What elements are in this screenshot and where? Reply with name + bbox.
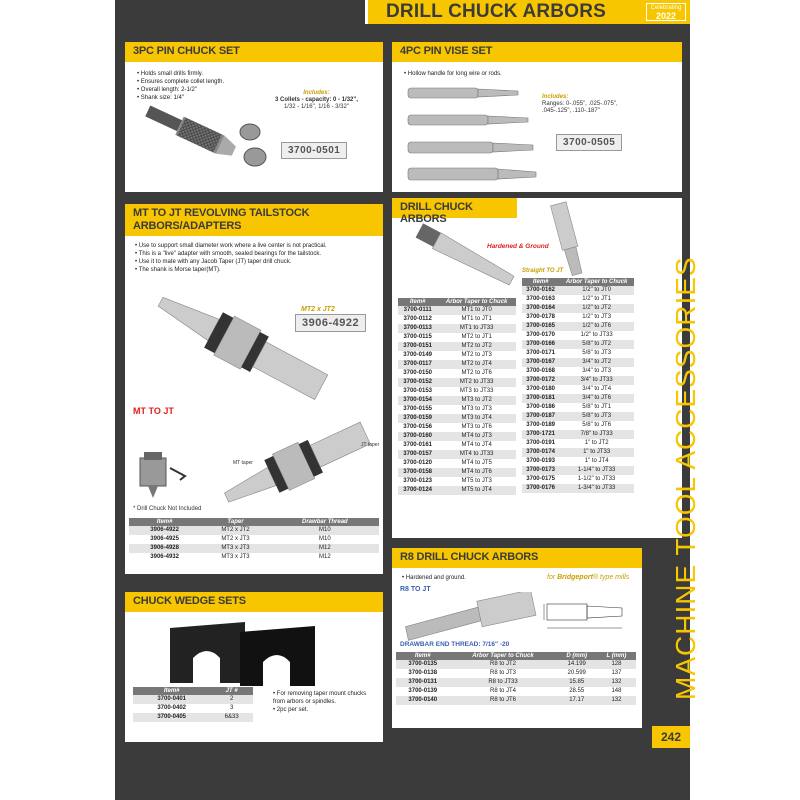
bridgeport-brand: Bridgeport bbox=[557, 574, 593, 581]
table-row bbox=[129, 526, 379, 535]
column-header: Arbor Taper to Chuck bbox=[437, 298, 516, 306]
table-cell: 3700-0117 bbox=[398, 360, 437, 369]
table-cell: MT4 to JT4 bbox=[461, 442, 492, 448]
includes-line: .045-.125", .110-.187" bbox=[542, 108, 600, 114]
pin-chuck-image bbox=[135, 102, 285, 192]
wedge-image bbox=[165, 618, 325, 688]
table-cell: 3700-0186 bbox=[526, 404, 555, 410]
table-row bbox=[129, 544, 379, 553]
wedge-table bbox=[133, 687, 253, 722]
table-cell: 3700-0170 bbox=[526, 332, 555, 338]
table-row bbox=[398, 351, 516, 360]
table-row bbox=[396, 660, 636, 669]
table-row bbox=[522, 349, 634, 358]
table-cell: R8 to JT4 bbox=[490, 688, 517, 694]
column-header: Taper bbox=[200, 518, 270, 526]
table-cell: 3700-0191 bbox=[526, 440, 555, 446]
table-cell: 3700-0180 bbox=[526, 386, 555, 392]
includes-line: 3 Collets - capacity: 0 - 1/32", bbox=[275, 97, 358, 103]
table-row bbox=[398, 450, 516, 459]
table-row bbox=[522, 367, 634, 376]
tailstock-panel bbox=[125, 204, 383, 574]
table-cell: 148 bbox=[611, 688, 622, 694]
table-cell: 3906-4928 bbox=[129, 544, 200, 553]
table-cell: 3700-0154 bbox=[398, 396, 437, 405]
anniversary-badge bbox=[646, 3, 686, 21]
table-cell: 3700-0120 bbox=[403, 460, 432, 466]
table-row bbox=[398, 324, 516, 333]
bullet-item: • The shank is Morse taper(MT). bbox=[135, 266, 380, 274]
table-cell: MT2 to JT3 bbox=[461, 352, 492, 358]
table-row bbox=[522, 376, 634, 385]
table-cell: 1/2" to JT1 bbox=[582, 296, 612, 302]
table-cell: 3/4" to JT2 bbox=[559, 358, 634, 367]
table-row bbox=[522, 394, 634, 403]
pin-chuck-includes bbox=[275, 90, 358, 111]
table-cell: R8 to JT6 bbox=[449, 696, 556, 705]
side-banner bbox=[650, 256, 701, 720]
table-cell: R8 to JT3 bbox=[490, 670, 517, 676]
badge-top-text: Celebrating bbox=[650, 5, 682, 11]
table-cell: 7/8" to JT33 bbox=[559, 430, 634, 439]
table-cell: MT2 x JT3 bbox=[221, 536, 250, 542]
table-header-row bbox=[396, 652, 636, 660]
bullet-item: • 2pc per set. bbox=[273, 706, 378, 714]
column-header: Arbor Taper to Chuck bbox=[449, 652, 556, 660]
table-cell: 3/4" to JT6 bbox=[559, 394, 634, 403]
table-cell: 3700-0111 bbox=[398, 306, 437, 315]
table-row bbox=[398, 378, 516, 387]
r8-arbor-image bbox=[400, 592, 550, 642]
table-cell: 3700-0173 bbox=[522, 466, 559, 475]
column-header: Item# bbox=[396, 652, 449, 660]
tailstock-table bbox=[129, 518, 379, 562]
table-row bbox=[396, 696, 636, 705]
drill-chuck-note: * Drill Chuck Not Included bbox=[133, 506, 202, 512]
table-cell: R8 to JT2 bbox=[449, 660, 556, 669]
table-row bbox=[522, 313, 634, 322]
r8-panel bbox=[392, 548, 642, 728]
table-cell: 1" to JT4 bbox=[584, 458, 609, 464]
table-row bbox=[398, 369, 516, 378]
table-cell: 5/8" to JT3 bbox=[559, 412, 634, 421]
table-row bbox=[396, 687, 636, 696]
badge-year: 2022 bbox=[655, 11, 677, 21]
table-cell: 3700-0193 bbox=[526, 458, 555, 464]
pin-vise-panel bbox=[392, 42, 682, 192]
table-cell: 3700-0178 bbox=[526, 314, 555, 320]
table-cell: 3/4" to JT33 bbox=[559, 376, 634, 385]
table-row bbox=[522, 421, 634, 430]
column-header: Arbor Taper to Chuck bbox=[559, 278, 634, 286]
table-cell: 3700-0138 bbox=[408, 670, 438, 676]
table-cell: 1" to JT2 bbox=[584, 440, 609, 446]
wedge-panel bbox=[125, 592, 383, 742]
table-row bbox=[398, 441, 516, 450]
table-cell: MT4 to JT5 bbox=[461, 460, 492, 466]
table-cell: 3700-0175 bbox=[526, 476, 555, 482]
bullet-item: • Hollow handle for long wire or rods. bbox=[404, 70, 502, 78]
r8-bullets bbox=[402, 574, 466, 582]
table-row bbox=[522, 385, 634, 394]
table-cell: 3700-0124 bbox=[398, 486, 437, 495]
table-cell: MT4 to JT3 bbox=[437, 432, 516, 441]
pin-vise-part-number: 3700-0505 bbox=[556, 134, 622, 151]
bullet-item: • Overall length: 2-1/2" bbox=[137, 86, 224, 94]
bullet-item: • Use it to mate with any Jacob Taper (JT) taper drill chuck. bbox=[135, 258, 380, 266]
column-header: Item# bbox=[129, 518, 200, 526]
table-cell: 3906-4932 bbox=[150, 554, 179, 560]
mt-taper-label: MT taper bbox=[233, 460, 253, 466]
table-row bbox=[398, 315, 516, 324]
table-cell: 14.199 bbox=[557, 660, 597, 669]
column-header: Item# bbox=[398, 298, 437, 306]
table-cell: 6&33 bbox=[210, 713, 253, 722]
table-cell: 3700-0172 bbox=[522, 376, 559, 385]
table-cell: 17.17 bbox=[557, 696, 597, 705]
page-number: 242 bbox=[652, 726, 690, 748]
table-cell: 1/2" to JT6 bbox=[559, 322, 634, 331]
column-header: Drawbar Thread bbox=[271, 518, 379, 526]
table-row bbox=[522, 304, 634, 313]
table-cell: M12 bbox=[319, 554, 331, 560]
table-cell: 3906-4925 bbox=[150, 536, 179, 542]
pin-chuck-panel bbox=[125, 42, 383, 192]
r8-table bbox=[396, 652, 636, 705]
table-cell: M12 bbox=[271, 544, 379, 553]
table-cell: MT2 to JT2 bbox=[437, 342, 516, 351]
table-cell: 3700-0135 bbox=[396, 660, 449, 669]
tailstock-title-line: MT TO JT REVOLVING TAILSTOCK bbox=[133, 207, 310, 219]
tailstock-callout bbox=[301, 306, 335, 313]
table-header-row bbox=[133, 687, 253, 695]
table-row bbox=[133, 704, 253, 713]
pin-vise-includes bbox=[542, 94, 618, 115]
bullet-item: • Use to support small diameter work where a live center is not practical. bbox=[135, 242, 380, 250]
table-cell: 3700-0163 bbox=[526, 296, 555, 302]
table-header-row bbox=[398, 298, 516, 306]
table-cell: 3700-1721 bbox=[522, 430, 559, 439]
wedge-title: CHUCK WEDGE SETS bbox=[125, 592, 383, 612]
table-row bbox=[396, 669, 636, 678]
table-cell: MT4 to JT33 bbox=[437, 450, 516, 459]
tailstock-bullets bbox=[135, 242, 380, 274]
table-cell: 3 bbox=[230, 705, 234, 711]
table-cell: MT2 to JT1 bbox=[461, 334, 492, 340]
table-row bbox=[522, 295, 634, 304]
table-row bbox=[522, 286, 634, 295]
table-cell: 3700-0189 bbox=[526, 422, 555, 428]
straight-label: Straight TO JT bbox=[522, 268, 564, 274]
table-cell: 15.85 bbox=[557, 678, 597, 687]
chuck-assembly-image bbox=[130, 418, 380, 518]
table-cell: 3/4" to JT4 bbox=[582, 386, 612, 392]
table-cell: MT3 to JT4 bbox=[437, 414, 516, 423]
table-cell: 3700-0115 bbox=[403, 334, 432, 340]
table-cell: MT3 x JT3 bbox=[200, 544, 270, 553]
table-cell: 5/8" to JT1 bbox=[582, 404, 612, 410]
table-row bbox=[398, 432, 516, 441]
arbors-left-table bbox=[398, 298, 516, 495]
table-cell: 3700-0176 bbox=[522, 484, 559, 493]
table-cell: 137 bbox=[611, 670, 622, 676]
table-cell: 3700-0162 bbox=[522, 286, 559, 295]
table-cell: 3700-0164 bbox=[522, 304, 559, 313]
table-row bbox=[522, 466, 634, 475]
table-cell: MT4 to JT6 bbox=[437, 468, 516, 477]
table-row bbox=[398, 306, 516, 315]
tailstock-title bbox=[125, 204, 383, 236]
table-row bbox=[396, 678, 636, 687]
hardened-label: Hardened & Ground bbox=[487, 243, 549, 250]
table-cell: 3700-0157 bbox=[398, 450, 437, 459]
arbor-image bbox=[407, 218, 527, 298]
bridgeport-suffix: ® type mills bbox=[592, 574, 630, 581]
table-row bbox=[522, 358, 634, 367]
column-header: JT # bbox=[210, 687, 253, 695]
table-cell: 3700-0131 bbox=[396, 678, 449, 687]
table-row bbox=[522, 439, 634, 448]
table-cell: M10 bbox=[271, 526, 379, 535]
table-cell: 3700-0401 bbox=[133, 695, 210, 704]
table-cell: MT2 x JT2 bbox=[200, 526, 270, 535]
bridgeport-label bbox=[547, 574, 629, 581]
table-cell: 5/8" to JT3 bbox=[582, 350, 612, 356]
table-cell: 3906-4922 bbox=[129, 526, 200, 535]
table-cell: MT1 to JT0 bbox=[437, 306, 516, 315]
table-cell: 3700-0165 bbox=[522, 322, 559, 331]
side-banner-text: MACHINE TOOL ACCESSORIES bbox=[670, 256, 701, 700]
table-cell: 1-3/4" to JT33 bbox=[559, 484, 634, 493]
table-cell: 3700-0166 bbox=[522, 340, 559, 349]
table-cell: 1/2" to JT33 bbox=[580, 332, 613, 338]
table-cell: 3700-0159 bbox=[398, 414, 437, 423]
bridgeport-prefix: for bbox=[547, 574, 558, 581]
table-cell: MT1 to JT1 bbox=[461, 316, 492, 322]
table-cell: 3700-0155 bbox=[403, 406, 432, 412]
table-row bbox=[522, 475, 634, 484]
table-row bbox=[522, 412, 634, 421]
table-cell: 132 bbox=[597, 678, 636, 687]
includes-label: Includes: bbox=[303, 90, 330, 96]
table-cell: 3700-0181 bbox=[522, 394, 559, 403]
table-row bbox=[398, 459, 516, 468]
table-cell: 3700-0174 bbox=[522, 448, 559, 457]
table-row bbox=[398, 342, 516, 351]
bullet-item: • This is a "live" adapter with smooth, sealed bearings for the tailstock. bbox=[135, 250, 380, 258]
table-row bbox=[398, 360, 516, 369]
jt-taper-label: JT taper bbox=[361, 442, 380, 448]
pin-chuck-title: 3PC PIN CHUCK SET bbox=[125, 42, 383, 62]
bullet-item: • Holds small drills firmly. bbox=[137, 70, 224, 78]
table-row bbox=[398, 387, 516, 396]
table-row bbox=[398, 414, 516, 423]
table-cell: 2 bbox=[210, 695, 253, 704]
table-cell: 3700-0168 bbox=[526, 368, 555, 374]
callout-label: MT2 x JT2 bbox=[301, 306, 335, 313]
table-cell: 128 bbox=[597, 660, 636, 669]
table-row bbox=[129, 535, 379, 544]
table-cell: 3/4" to JT3 bbox=[582, 368, 612, 374]
mt-to-jt-label: MT TO JT bbox=[133, 406, 174, 416]
table-cell: MT2 to JT6 bbox=[461, 370, 492, 376]
table-cell: 3700-0402 bbox=[157, 705, 187, 711]
column-header: Item# bbox=[133, 687, 210, 695]
table-cell: 1-1/2" to JT33 bbox=[577, 476, 616, 482]
table-row bbox=[522, 457, 634, 466]
table-cell: MT2 to JT33 bbox=[437, 378, 516, 387]
drawbar-thread-label: DRAWBAR END THREAD: 7/16" -20 bbox=[400, 641, 510, 648]
r8-to-jt-label: R8 TO JT bbox=[400, 586, 431, 593]
table-cell: MT3 x JT3 bbox=[221, 554, 250, 560]
includes-line: Ranges: 0-.055", .025-.075", bbox=[542, 101, 618, 107]
table-cell: 5/8" to JT2 bbox=[559, 340, 634, 349]
table-header-row bbox=[129, 518, 379, 526]
table-row bbox=[522, 331, 634, 340]
table-row bbox=[522, 430, 634, 439]
table-cell: 3700-0161 bbox=[403, 442, 432, 448]
table-header-row bbox=[522, 278, 634, 286]
pin-chuck-part-number: 3700-0501 bbox=[281, 142, 347, 159]
table-row bbox=[133, 713, 253, 722]
pin-chuck-bullets bbox=[137, 70, 224, 102]
r8-title: R8 DRILL CHUCK ARBORS bbox=[392, 548, 642, 568]
table-cell: MT1 to JT33 bbox=[437, 324, 516, 333]
table-row bbox=[129, 553, 379, 562]
table-cell: 3700-0153 bbox=[403, 388, 432, 394]
table-cell: MT5 to JT3 bbox=[461, 478, 492, 484]
page-title: DRILL CHUCK ARBORS bbox=[386, 1, 606, 22]
table-cell: 132 bbox=[597, 696, 636, 705]
bullet-item: • For removing taper mount chucks from arbors or spindles. bbox=[273, 690, 378, 706]
bullet-item: • Hardened and ground. bbox=[402, 574, 466, 582]
arbors-right-table bbox=[522, 278, 634, 493]
table-row bbox=[398, 423, 516, 432]
table-cell: 3700-0140 bbox=[396, 696, 449, 705]
table-cell: 1/2" to JT2 bbox=[559, 304, 634, 313]
tailstock-title-line: ARBORS/ADAPTERS bbox=[133, 220, 242, 232]
table-cell: 3700-0158 bbox=[398, 468, 437, 477]
table-row bbox=[398, 468, 516, 477]
arbors-panel bbox=[392, 198, 682, 538]
pin-vise-title: 4PC PIN VISE SET bbox=[392, 42, 682, 62]
table-cell: 20.599 bbox=[567, 670, 586, 676]
column-header: L (mm) bbox=[597, 652, 636, 660]
table-cell: 3700-0405 bbox=[133, 713, 210, 722]
table-row bbox=[398, 396, 516, 405]
table-cell: M10 bbox=[319, 536, 331, 542]
includes-label: Includes: bbox=[542, 94, 569, 100]
table-row bbox=[398, 477, 516, 486]
table-cell: MT3 to JT3 bbox=[461, 406, 492, 412]
table-cell: MT2 to JT4 bbox=[437, 360, 516, 369]
table-cell: 3700-0160 bbox=[398, 432, 437, 441]
table-cell: 3700-0113 bbox=[398, 324, 437, 333]
table-cell: 3700-0112 bbox=[403, 316, 432, 322]
r8-dimension-diagram bbox=[542, 590, 632, 635]
column-header: Item# bbox=[522, 278, 559, 286]
table-cell: 1/2" to JT3 bbox=[582, 314, 612, 320]
table-cell: 1-1/4" to JT33 bbox=[559, 466, 634, 475]
live-center-image bbox=[140, 284, 340, 404]
table-cell: 3700-0187 bbox=[522, 412, 559, 421]
table-cell: MT3 to JT33 bbox=[459, 388, 494, 394]
table-cell: 3700-0152 bbox=[398, 378, 437, 387]
table-row bbox=[398, 405, 516, 414]
pin-vise-bullets bbox=[404, 70, 502, 78]
table-row bbox=[522, 340, 634, 349]
table-cell: 3700-0149 bbox=[403, 352, 432, 358]
table-cell: 3700-0150 bbox=[403, 370, 432, 376]
table-row bbox=[522, 484, 634, 493]
table-cell: 3700-0139 bbox=[408, 688, 438, 694]
bullet-item: • Shank size: 1/4" bbox=[137, 94, 224, 102]
table-cell: R8 to JT33 bbox=[449, 678, 556, 687]
table-row bbox=[522, 448, 634, 457]
table-row bbox=[522, 403, 634, 412]
table-cell: 1/2" to JT0 bbox=[559, 286, 634, 295]
column-header: D (mm) bbox=[557, 652, 597, 660]
table-cell: 28.55 bbox=[569, 688, 585, 694]
table-row bbox=[398, 333, 516, 342]
table-cell: 3700-0167 bbox=[522, 358, 559, 367]
table-cell: MT5 to JT4 bbox=[437, 486, 516, 495]
includes-line: 1/32 - 1/16", 1/16 - 3/32" bbox=[283, 104, 349, 110]
table-cell: 3700-0123 bbox=[403, 478, 432, 484]
table-cell: 3700-0171 bbox=[526, 350, 555, 356]
table-cell: MT3 to JT6 bbox=[461, 424, 492, 430]
table-cell: 1" to JT33 bbox=[559, 448, 634, 457]
arbors-title: DRILL CHUCK ARBORS bbox=[392, 198, 517, 218]
wedge-bullets bbox=[273, 690, 378, 714]
table-cell: MT3 to JT2 bbox=[437, 396, 516, 405]
pin-vise-image bbox=[398, 80, 538, 190]
table-cell: 5/8" to JT6 bbox=[582, 422, 612, 428]
table-cell: 3700-0151 bbox=[398, 342, 437, 351]
table-row bbox=[133, 695, 253, 704]
table-row bbox=[522, 322, 634, 331]
tailstock-callout-part: 3906-4922 bbox=[295, 314, 366, 332]
table-cell: 3700-0156 bbox=[403, 424, 432, 430]
bullet-item: • Ensures complete collet length. bbox=[137, 78, 224, 86]
table-row bbox=[398, 486, 516, 495]
